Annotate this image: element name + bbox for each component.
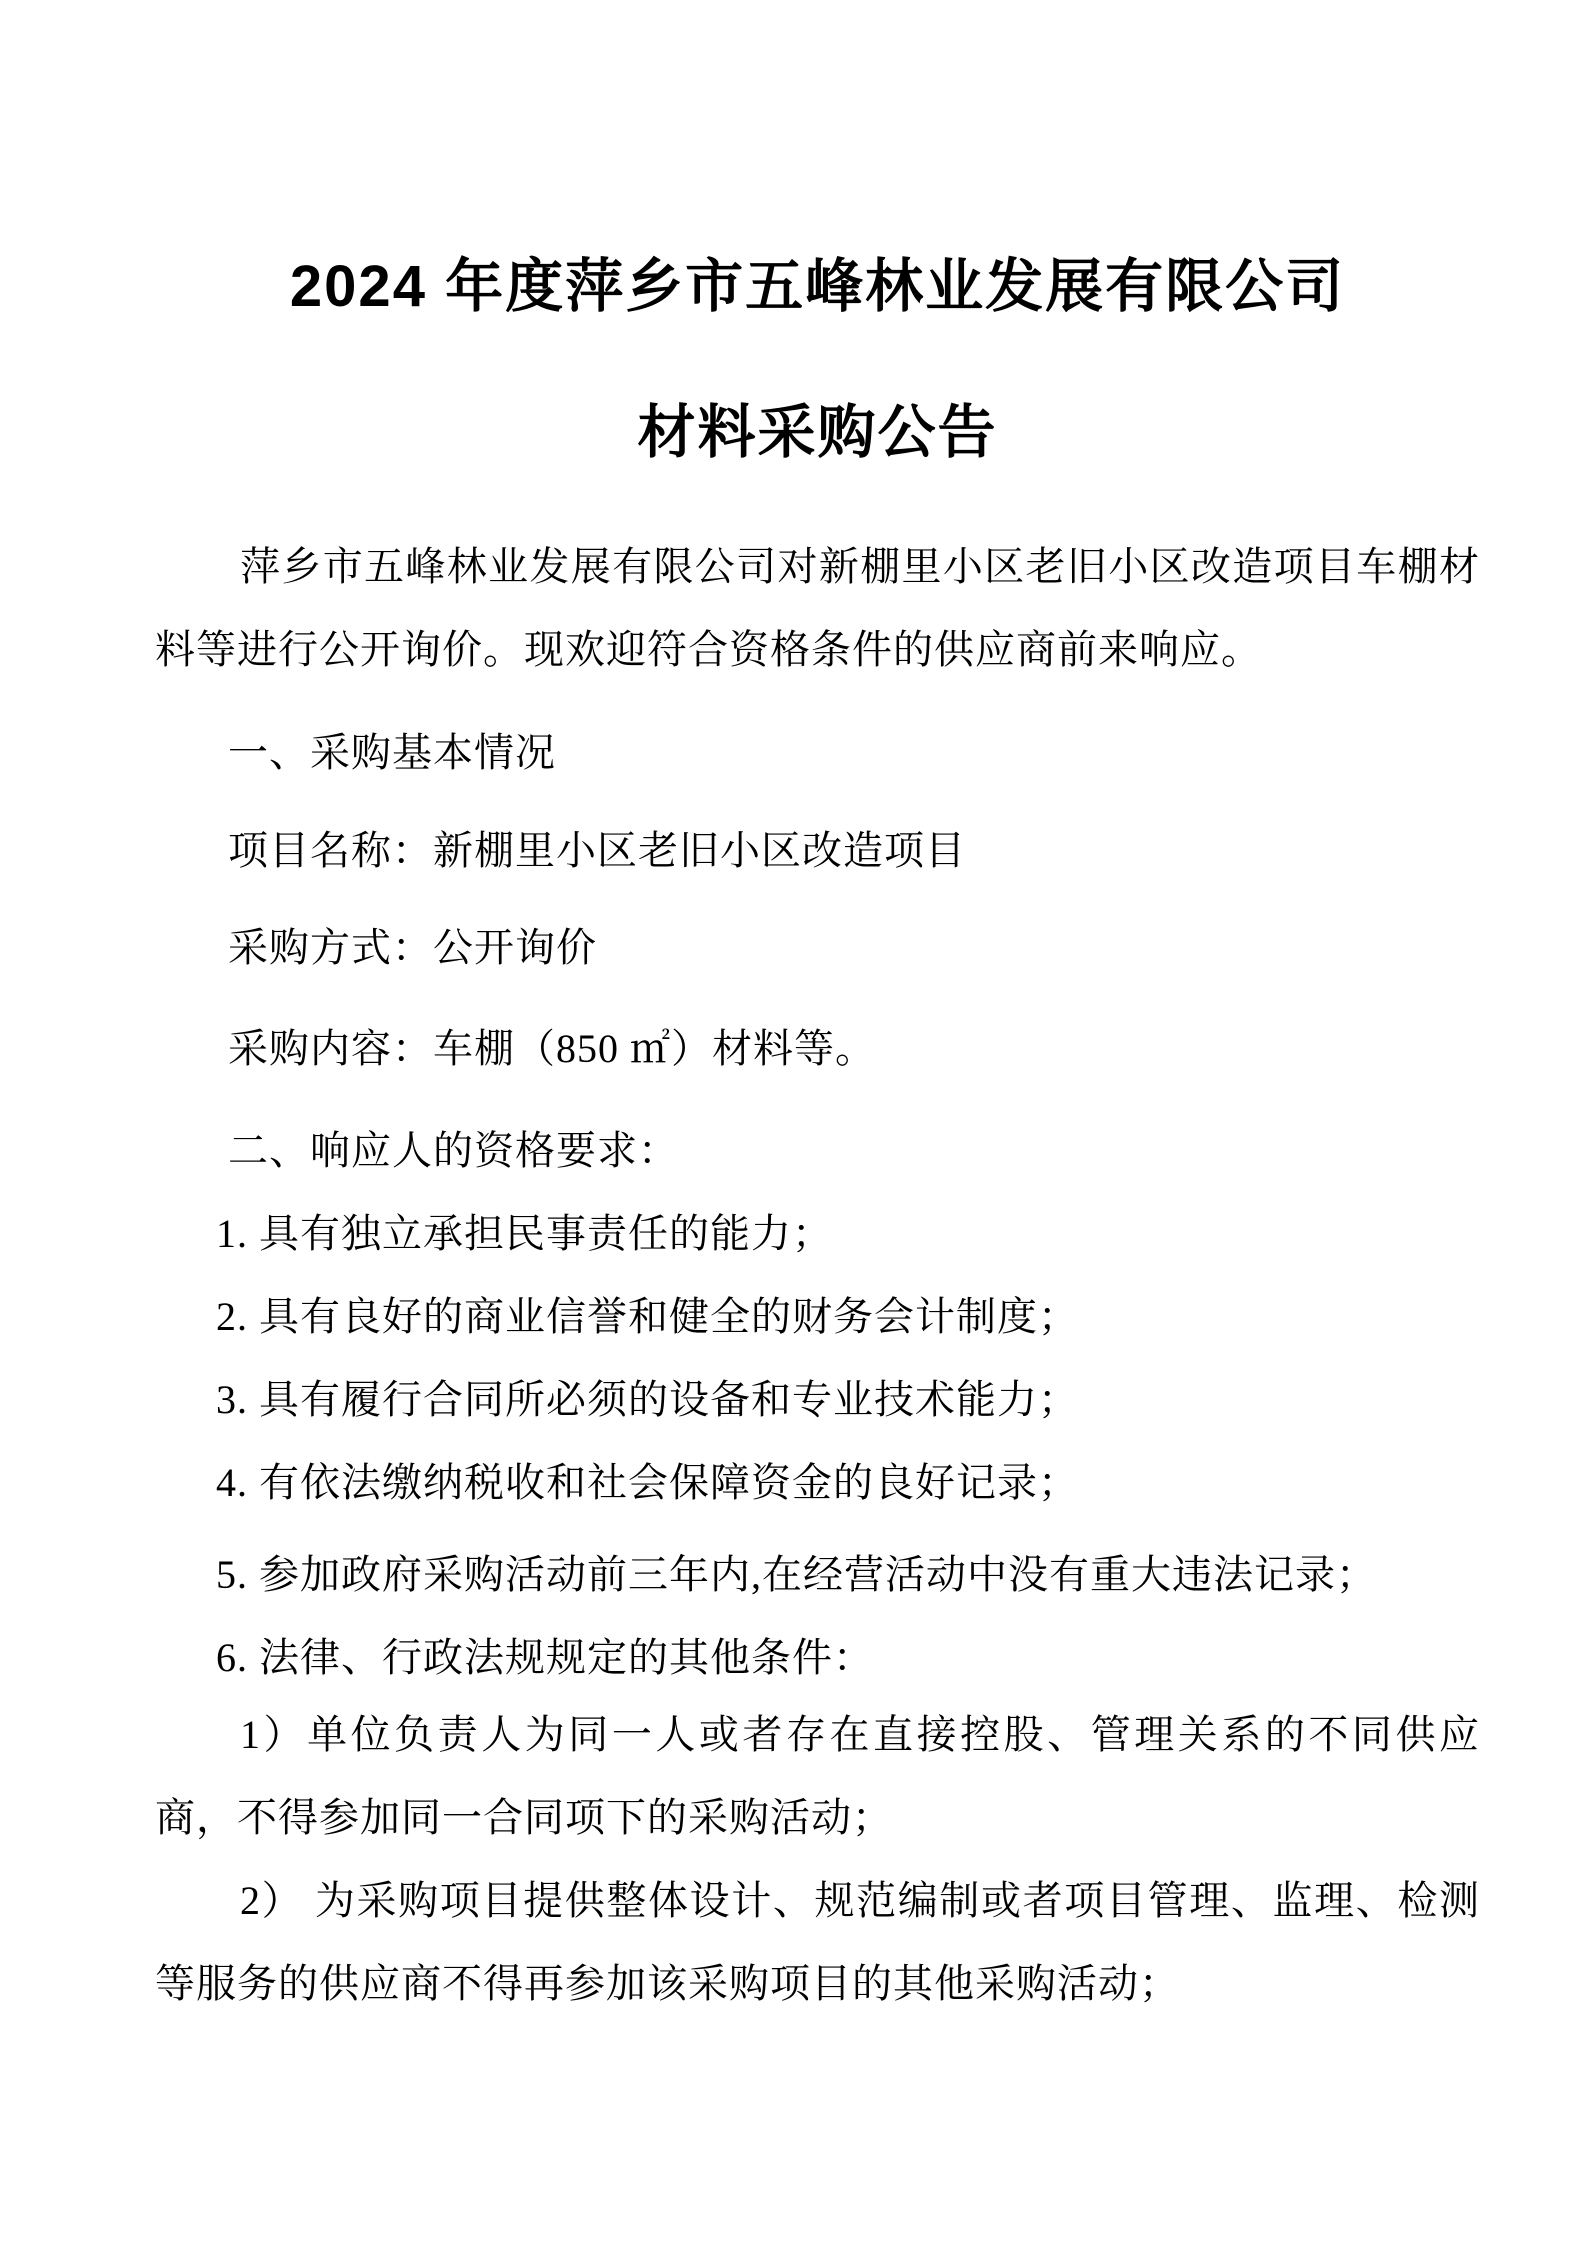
document-title-line1: 2024 年度萍乡市五峰林业发展有限公司 [289,254,1346,319]
intro-paragraph: 萍乡市五峰林业发展有限公司对新棚里小区老旧小区改造项目车棚材料等进行公开询价。现欢迎符合资格条件的供应商前来响应。 [155,544,1480,672]
field-procurement-content: 采购内容：车棚（850 ㎡）材料等。 [228,1026,876,1071]
qualification-item-6: 6. 法律、行政法规规定的其他条件： [216,1635,874,1680]
qualification-subitem-2: 2） 为采购项目提供整体设计、规范编制或者项目管理、监理、检测等服务的供应商不得再参加该采购项目的其他采购活动； [155,1878,1480,2006]
qualification-item-4: 4. 有依法缴纳税收和社会保障资金的良好记录； [216,1460,1079,1505]
qualification-item-1: 1. 具有独立承担民事责任的能力； [216,1211,833,1256]
field-project-name: 项目名称：新棚里小区老旧小区改造项目 [228,828,966,873]
qualification-item-2: 2. 具有良好的商业信誉和健全的财务会计制度； [216,1294,1079,1339]
document-title-line2: 材料采购公告 [637,400,998,465]
qualification-item-5: 5. 参加政府采购活动前三年内,在经营活动中没有重大违法记录； [216,1552,1377,1597]
section1-heading: 一、采购基本情况 [228,730,556,775]
section2-heading: 二、响应人的资格要求： [228,1128,679,1173]
qualification-subitem-1: 1）单位负责人为同一人或者存在直接控股、管理关系的不同供应商，不得参加同一合同项下的采购活动； [155,1712,1480,1840]
field-procurement-method: 采购方式：公开询价 [228,925,597,970]
qualification-item-3: 3. 具有履行合同所必须的设备和专业技术能力； [216,1377,1079,1422]
